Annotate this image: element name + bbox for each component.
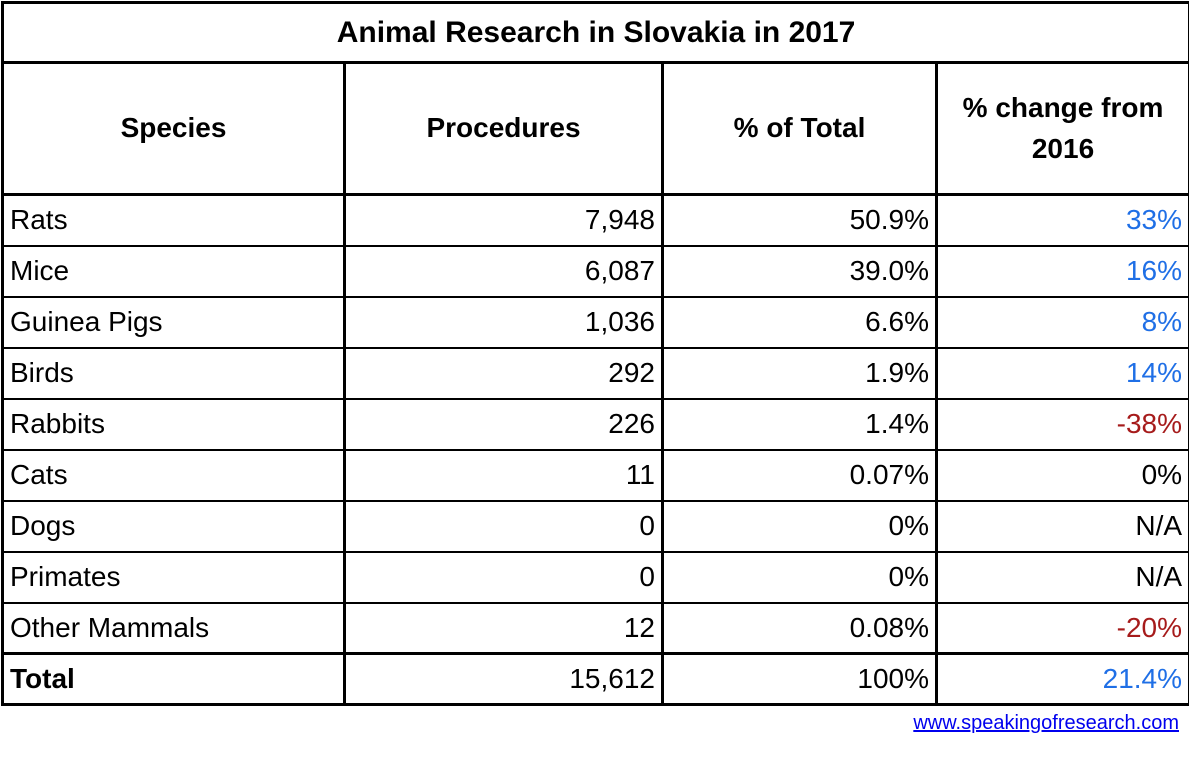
page [0, 1, 1189, 766]
pct-change-cell: 33% [937, 195, 1189, 246]
header-row [3, 63, 1189, 195]
table-row-primates [3, 552, 1189, 603]
pct-total-cell: 0% [663, 501, 937, 552]
pct-change-cell: 0% [937, 450, 1189, 501]
animal-research-table [1, 1, 1189, 706]
table-row-guinea-pigs [3, 297, 1189, 348]
total-procedures-cell: 15,612 [345, 654, 663, 705]
procedures-cell: 1,036 [345, 297, 663, 348]
species-cell: Other Mammals [3, 603, 345, 654]
species-cell: Mice [3, 246, 345, 297]
species-cell: Birds [3, 348, 345, 399]
column-header-pct-total: % of Total [663, 63, 937, 195]
procedures-cell: 226 [345, 399, 663, 450]
column-header-species: Species [3, 63, 345, 195]
pct-change-cell: -38% [937, 399, 1189, 450]
total-pct-change-cell: 21.4% [937, 654, 1189, 705]
pct-total-cell: 0.07% [663, 450, 937, 501]
title-row [3, 3, 1189, 63]
table-row-dogs [3, 501, 1189, 552]
column-header-pct-change: % change from 2016 [937, 63, 1189, 195]
pct-total-cell: 0% [663, 552, 937, 603]
species-cell: Rats [3, 195, 345, 246]
procedures-cell: 292 [345, 348, 663, 399]
table-row-other-mammals [3, 603, 1189, 654]
table-row-cats [3, 450, 1189, 501]
species-cell: Rabbits [3, 399, 345, 450]
speaking-of-research-link[interactable]: www.speakingofresearch.com [913, 712, 1179, 735]
procedures-cell: 7,948 [345, 195, 663, 246]
procedures-cell: 11 [345, 450, 663, 501]
table-title: Animal Research in Slovakia in 2017 [3, 3, 1189, 63]
species-cell: Primates [3, 552, 345, 603]
pct-total-cell: 6.6% [663, 297, 937, 348]
pct-total-cell: 0.08% [663, 603, 937, 654]
pct-change-cell: 8% [937, 297, 1189, 348]
table-row-birds [3, 348, 1189, 399]
total-label-cell: Total [3, 654, 345, 705]
pct-total-cell: 1.9% [663, 348, 937, 399]
pct-total-cell: 1.4% [663, 399, 937, 450]
table-row-rabbits [3, 399, 1189, 450]
pct-change-cell: N/A [937, 501, 1189, 552]
pct-change-cell: 16% [937, 246, 1189, 297]
pct-change-cell: 14% [937, 348, 1189, 399]
pct-change-cell: -20% [937, 603, 1189, 654]
species-cell: Guinea Pigs [3, 297, 345, 348]
table-row-mice [3, 246, 1189, 297]
footer [0, 706, 1189, 740]
pct-total-cell: 50.9% [663, 195, 937, 246]
procedures-cell: 12 [345, 603, 663, 654]
pct-change-cell: N/A [937, 552, 1189, 603]
species-cell: Dogs [3, 501, 345, 552]
pct-total-cell: 39.0% [663, 246, 937, 297]
procedures-cell: 6,087 [345, 246, 663, 297]
table-row-rats [3, 195, 1189, 246]
table-row-total [3, 654, 1189, 705]
total-pct-total-cell: 100% [663, 654, 937, 705]
species-cell: Cats [3, 450, 345, 501]
column-header-procedures: Procedures [345, 63, 663, 195]
procedures-cell: 0 [345, 552, 663, 603]
procedures-cell: 0 [345, 501, 663, 552]
